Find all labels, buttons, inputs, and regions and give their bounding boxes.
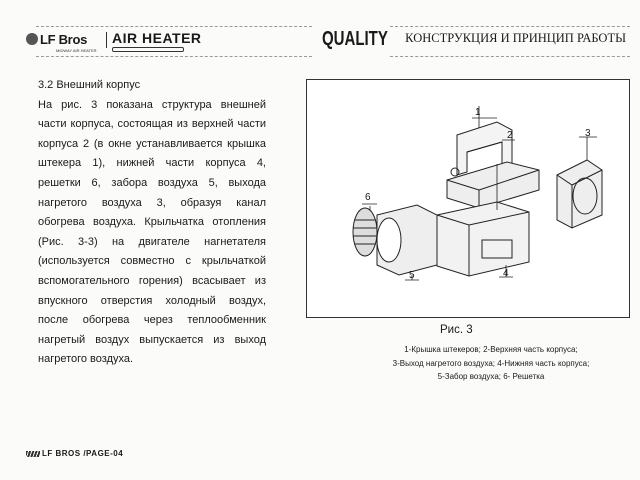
page-footer: LF BROS /PAGE-04 <box>42 449 124 458</box>
brand-subtitle: MIDWAY AIR HEATER <box>56 48 97 53</box>
part-label-5: 5 <box>409 270 415 281</box>
part-label-3: 3 <box>585 128 591 139</box>
footer-stripes-icon <box>26 451 40 457</box>
grille <box>353 208 377 256</box>
air-outlet <box>557 160 602 228</box>
body-paragraph: На рис. 3 показана структура внешней части корпуса, состоящая из верхней части корпуса 2 (в окне устанавливается крышка штекера 1), нижней части корпуса 4, решетки 6, забора воздуха 5, выхода нагретого воздуха 3, образуя канал обогрева воздуха. Крыльчатка отопления (Рис. 3-3) на двигателе нагнетателя (используется совместно с крыльчаткой вспомогательного горения) всасывает из впускного отверстия холодный воздух, после обогрева через теплообменник нагретый воздух выпускается из выход нагретого воздуха. <box>38 98 266 366</box>
brand-logo: LF Bros <box>40 32 88 47</box>
lower-housing <box>437 202 529 276</box>
quality-badge: QUALITY <box>322 28 388 50</box>
brand-logo-icon <box>26 33 38 45</box>
part-label-2: 2 <box>507 130 513 141</box>
part-label-1: 1 <box>475 107 481 118</box>
header-divider <box>106 32 107 48</box>
caption-line: 1-Крышка штекеров; 2-Верхняя часть корпуса; <box>404 345 578 354</box>
section-heading: 3.2 Внешний корпус <box>38 79 141 91</box>
section-title: КОНСТРУКЦИЯ И ПРИНЦИП РАБОТЫ <box>405 31 626 45</box>
exploded-diagram <box>306 79 630 318</box>
air-intake <box>377 205 437 275</box>
figure-caption <box>360 343 622 384</box>
caption-line: 3-Выход нагретого воздуха; 4-Нижняя часть корпуса; <box>392 358 590 368</box>
product-underline <box>112 47 184 52</box>
part-label-4: 4 <box>503 268 509 279</box>
heater-housing-drawing <box>307 80 629 317</box>
product-name: AIR HEATER <box>112 30 202 46</box>
figure-title: Рис. 3 <box>440 324 473 336</box>
part-label-6: 6 <box>365 192 371 203</box>
body-text <box>38 76 266 370</box>
caption-line: 5-Забор воздуха; 6- Решетка <box>437 372 545 381</box>
